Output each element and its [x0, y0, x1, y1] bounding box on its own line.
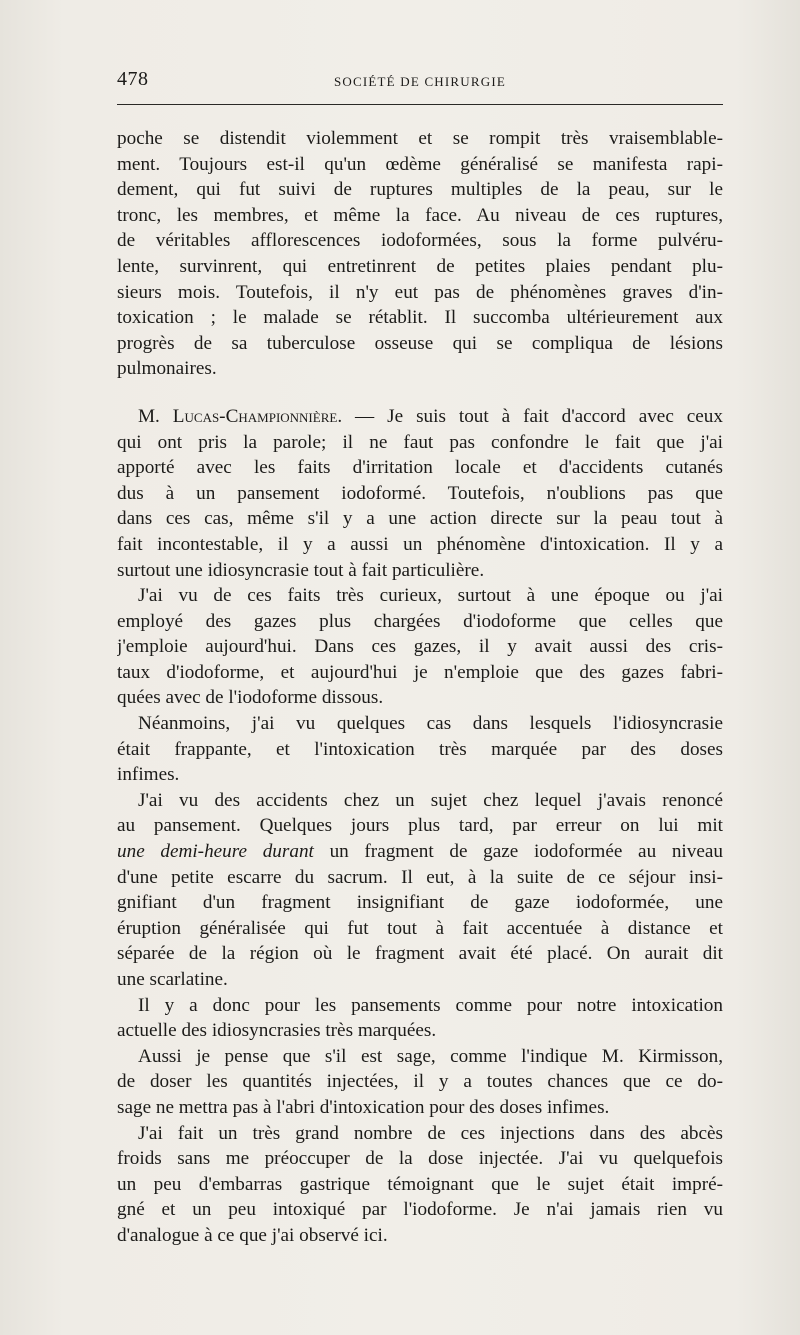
text-line: était frappante, et l'intoxication très marquée par des doses [117, 738, 723, 760]
text-line: J'ai vu des accidents chez un sujet chez lequel j'avais renoncé [138, 789, 723, 811]
paragraph-8 [117, 1121, 723, 1249]
text-line: de véritables afflorescences iodoformées, sous la forme pulvéru- [117, 230, 723, 252]
text-line: quées avec de l'iodoforme dissous. [117, 687, 384, 709]
text-line: pulmonaires. [117, 358, 217, 380]
text-line: infimes. [117, 764, 180, 786]
text-span: un fragment de gaze iodoformée au niveau [313, 841, 723, 863]
text-line: au pansement. Quelques jours plus tard, par erreur on lui mit [117, 815, 723, 837]
text-line: j'emploie aujourd'hui. Dans ces gazes, il y avait aussi des cris- [117, 636, 723, 658]
text-line: gné et un peu intoxiqué par l'iodoforme. Je n'ai jamais rien vu [117, 1199, 723, 1221]
text-line: ment. Toujours est-il qu'un œdème généralisé se manifesta rapi- [117, 153, 723, 175]
paragraph-gap [117, 382, 723, 404]
text-line: Aussi je pense que s'il est sage, comme l'indique M. Kirmisson, [138, 1045, 723, 1067]
text-line: J'ai fait un très grand nombre de ces injections dans des abcès [138, 1122, 723, 1144]
running-head: SOCIÉTÉ DE CHIRURGIE [333, 74, 507, 89]
text-line: un peu d'embarras gastrique témoignant que le sujet était impré- [117, 1173, 723, 1195]
paragraph-3 [117, 583, 723, 711]
paragraph-1 [117, 126, 723, 382]
text-line: employé des gazes plus chargées d'iodoforme que celles que [117, 610, 723, 632]
text-line: apporté avec les faits d'irritation locale et d'accidents cutanés [117, 457, 723, 479]
italic-phrase: une demi-heure durant [117, 841, 314, 863]
text-line: dement, qui fut suivi de ruptures multiples de la peau, sur le [117, 179, 723, 201]
text-line [117, 839, 723, 865]
header-rule [117, 104, 723, 105]
text-line: progrès de sa tuberculose osseuse qui se compliqua de lésions [117, 332, 723, 354]
text-line: Néanmoins, j'ai vu quelques cas dans lesquels l'idiosyncrasie [138, 713, 723, 735]
text-line: actuelle des idiosyncrasies très marquées. [117, 1020, 437, 1042]
page-number: 478 [117, 68, 149, 90]
text-line: fait incontestable, il y a aussi un phénomène d'intoxication. Il y a [117, 533, 723, 555]
text-line: sieurs mois. Toutefois, il n'y eut pas de phénomènes graves d'in- [117, 281, 723, 303]
text-line: d'une petite escarre du sacrum. Il eut, à la suite de ce séjour insi- [117, 866, 723, 888]
speaker-text: — Je suis tout à fait d'accord avec ceux [342, 405, 723, 427]
text-line: froids sans me préoccuper de la dose injectée. J'ai vu quelquefois [117, 1148, 723, 1170]
paragraph-7 [117, 1044, 723, 1121]
paragraph-5 [117, 788, 723, 993]
paragraph-4 [117, 711, 723, 788]
text-line: dus à un pansement iodoformé. Toutefois, n'oublions pas que [117, 482, 723, 504]
text-line: gnifiant d'un fragment insignifiant de gaze iodoformée, une [117, 892, 723, 914]
text-line: toxication ; le malade se rétablit. Il succomba ultérieurement aux [117, 307, 723, 329]
paragraph-6 [117, 993, 723, 1044]
text-line: sage ne mettra pas à l'abri d'intoxication pour des doses infimes. [117, 1096, 610, 1118]
text-line: Il y a donc pour les pansements comme pour notre intoxication [138, 994, 723, 1016]
text-line: poche se distendit violemment et se rompit très vraisemblable- [117, 128, 723, 149]
text-line: J'ai vu de ces faits très curieux, surtout à une époque ou j'ai [138, 585, 723, 607]
text-line: taux d'iodoforme, et aujourd'hui je n'emploie que des gazes fabri- [117, 661, 723, 683]
paragraph-2 [117, 404, 723, 583]
text-line: d'analogue à ce que j'ai observé ici. [117, 1224, 388, 1246]
page-header [117, 68, 723, 98]
body-text [117, 126, 723, 1249]
text-line: éruption généralisée qui fut tout à fait accentuée à distance et [117, 917, 723, 939]
speaker-name: M. Lucas-Championnière. [138, 405, 343, 427]
text-line [117, 404, 723, 430]
text-line: une scarlatine. [117, 969, 228, 990]
text-line: dans ces cas, même s'il y a une action directe sur la peau tout à [117, 508, 723, 530]
text-line: lente, survinrent, qui entretinrent de petites plaies pendant plu- [117, 255, 723, 277]
text-line: séparée de la région où le fragment avait été placé. On aurait dit [117, 943, 723, 965]
text-line: de doser les quantités injectées, il y a toutes chances que ce do- [117, 1071, 723, 1093]
text-line: qui ont pris la parole; il ne faut pas confondre le fait que j'ai [117, 431, 723, 453]
text-line: tronc, les membres, et même la face. Au niveau de ces ruptures, [117, 204, 723, 226]
text-line: surtout une idiosyncrasie tout à fait particulière. [117, 559, 485, 581]
